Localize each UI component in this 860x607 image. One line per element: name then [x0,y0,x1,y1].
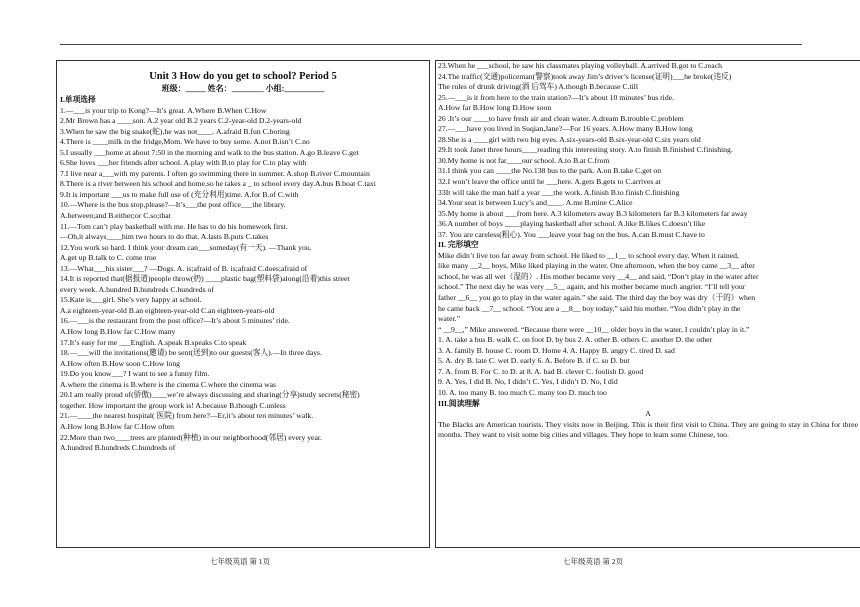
question-line: 29.It took Janet three hours____reading this interesting story. A.to finish B.finished C.finishing. [438,145,733,155]
cloze-line: Mike didn’t live too far away from school. He liked to __1__ to school every day. When it rained, [438,250,739,260]
reading-heading: III.阅读理解 [438,398,480,408]
option-line: 10. A. too many B. too much C. many too D. much too [438,387,607,397]
question-line: 20.I am really proud of(骄傲)____we’re always discussing and sharing(分享)study secrets(秘密) [60,390,360,400]
cloze-line: like many __2__ boys, Mike liked playing in the water. One afternoon, when the boy came __3__ after [438,261,755,271]
cloze-line: father __6__ you go to play in the water again.” she said. The third day the boy was dry（干的）when [438,293,756,303]
question-line: 5.I usually ___home at about 7:50 in the morning and walk to the bus station. A.go B.leave C.get [60,147,359,157]
question-line: 37. You are careless(粗心). You ___leave your bag on the bus. A.can B.must C.have to [438,229,705,239]
question-line: 2.Mr Brown has a ____son. A.2 year old B.2 years C.2-year-old D.2-years-old [60,116,302,126]
question-line: 23.When he ___school, he saw his classmates playing volleyball. A.arrived B.got to C.reach [438,61,722,70]
question-line: every week. A.hundred B.hundreds C.hundreds of [60,284,214,294]
cloze-line: water.” [438,314,460,324]
question-line: 8.There is a river between his school and home,so he takes a _ to school every day.A.bus B.boat C.taxi [60,179,376,189]
question-line: 30.My home is not far____our school. A.to B.at C.from [438,155,610,165]
question-line: A.How long B.How far C.How many [60,327,176,337]
question-line: A.How far B.How long D.How soon [438,103,552,113]
question-line: 1.—___is your trip to Kong?—It’s great. A.Where B.When C.How [60,105,267,115]
question-line: I.单项选择 [60,95,96,104]
left-column [60,70,426,454]
header-rule [60,44,802,45]
question-line: —Oh,it always____him two hours to do that. A.lasts B.puts C.takes [60,232,269,242]
option-line: 1. A. take a bus B. walk C. on foot D. by bus 2. A. other B. others C. another D. the other [438,335,713,345]
question-line: 15.Kate is___girl. She’s very happy at school. [60,295,202,305]
passage-label: A [645,409,651,419]
question-line: 11.—Tom can’t play basketball with me. He has to do his homework first. [60,221,288,231]
right-question-list [438,61,858,251]
question-line: A.How long B.How far C.How often [60,421,175,431]
question-line: 26 .It’s our ____to have fresh air and clean water. A.dream B.trouble C.problem [438,113,684,123]
question-line: 18.—___will the invitations(邀请) be sent(送到)to our guests(客人).—In three days. [60,348,322,358]
question-line: 27.—___have you lived in Suqian,Jane?—For 16 years. A.How many B.How long [438,124,693,134]
option-line: 9. A. Yes, I did B. No, I didn’t C. Yes, I didn’t D. No, I did [438,377,618,387]
question-line: 7.I live near a___with my parents. I often go swimming there in summer. A.shop B.river C.mountain [60,168,370,178]
option-line: 5. A. dry B. late C. wet D. early 6. A. Before B. if C. so D. but [438,356,630,366]
question-line: 35.My home is about ___from here. A.3 kilometers away B.3 kilometers far B.3 kilometers far away [438,208,748,218]
cloze-line: school.” The next day he was very __5__ again, and his mother became much angrier. “I’ll tell your [438,282,746,292]
question-line: A.How often B.How soon C.How long [60,358,181,368]
page-footer-2: 七年级英语 第 2页 [563,557,623,566]
question-line: 6.She loves ___her friends after school. A.play with B.to play for C.to play with [60,158,307,168]
question-line: 21.—____the nearest hospital( 医院) from here?—Er,it’s about ten minutes’ walk. [60,411,314,421]
question-line: 24.The traffic(交通)policeman(警察)took away Jim’s driver’s license(证明)___he broke(违反) [438,71,732,81]
question-line: The rules of drunk driving(酒 后驾车) A.though B.because C.till [438,82,639,92]
cloze-line: school, he was all wet（湿的）. His mother became very __4__ and said, “Don’t play in the water after [438,271,759,281]
question-line: 34.Your seat is between Lucy’s and____. A.me B.mine C.Alice [438,198,633,208]
question-line: 25.—___is it from here to the train station?—It’s about 10 minutes’ bus ride. [438,92,674,102]
question-line: 16.—___is the restaurant from the post office?—It’s about 5 minutes’ ride. [60,316,290,326]
question-line: 31.I think you can ____the No.138 bus to the park. A.on B.take C.get on [438,166,662,176]
reading-passage: The Blacks are American tourists. They visits now in Beijing. This is their first visit to China. They are going to stay in China for three months. They want to visit some big cities and villages. They hope to learn some Chinese, too. [438,419,858,440]
left-question-list [60,95,426,454]
question-line: 17.It’s easy for me ___English. A.speak B.speaks C.to speak [60,337,247,347]
option-line: 3. A. family B. house C. room D. Home 4. A. Happy B. angry C. tired D. sad [438,345,675,355]
cloze-line: he came back __7__ school. “You are a __8__ boy today,” said his mother. “You didn’t play in the [438,303,741,313]
question-line: A.get up B.talk to C. come true [60,253,157,263]
question-line: together. How important the group work is! A.because B.though C.unless [60,400,286,410]
option-line: 7. A. from B. For C. to D. at 8. A. bad B. clever C. foolish D. good [438,366,644,376]
right-column [438,61,858,441]
question-line: 10.—Where is the bus stop,please?—It’s___the post office___the library. [60,200,286,210]
student-info-line: 班级：_____ 姓名：________ 小组:__________ [161,84,325,93]
question-line: A.a eighteen-year-old B.an eighteen-year-old C.an eighteen-years-old [60,305,275,315]
question-line: A.hundred B.hundreds C.hundreds of [60,443,176,453]
question-line: 12.You work so hard. I think your dream can___someday(有一天). —Thank you. [60,242,312,252]
question-line: 32.I won’t leave the office until he ___here. A.gets B.gets to C.arrives at [438,177,661,187]
question-line: 14.It is reported that(据报道)people throw(扔) ____plastic bag(塑料袋)along(沿着)this street [60,274,350,284]
question-line: A.between;and B.either;or C.so;that [60,211,171,221]
question-line: 13.—What___his sister___? —Dogs. A. is;afraid of B. is;afraid C.does;afraid of [60,263,308,273]
question-line: 36.A number of boys ____playing basketball after school. A.like B.likes C.doesn’t like [438,219,706,229]
question-line: 33It will take the man half a year ___the work. A.finish B.to finish C.finishing [438,187,680,197]
question-line: 4.There is ____milk in the fridge,Mom. We have to buy some. A.not B.isn’t C.no [60,137,310,147]
cloze-line: “ __9__,” Mike answered. “Because there were __10__ older boys in the water, I couldn’t play in it.” [438,324,750,334]
question-line: A.where the cinema is B.where is the cinema C.where the cinema was [60,379,277,389]
cloze-passage [438,251,858,335]
question-line: 3.When he saw the big snake(蛇),he was not____. A.afraid B.fun C.boring [60,126,290,136]
question-line: II. 完形填空 [438,240,479,250]
question-line: 22.More than two____trees are planted(种植) in our neighborhood(邻居) every year. [60,432,322,442]
question-line: 19.Do you know___? I want to see a funny film. [60,369,210,379]
question-line: 28.She is a ____girl with two big eyes. A.six-years-old B.six-year-old C.six years old [438,134,701,144]
worksheet-title: Unit 3 How do you get to school? Period 5 [149,71,337,82]
cloze-options [438,335,858,398]
question-line: 9.It is important ___us to make full use of (充分利用)time. A.for B.of C.with [60,189,299,199]
page-footer-1: 七年级英语 第 1页 [210,557,270,566]
